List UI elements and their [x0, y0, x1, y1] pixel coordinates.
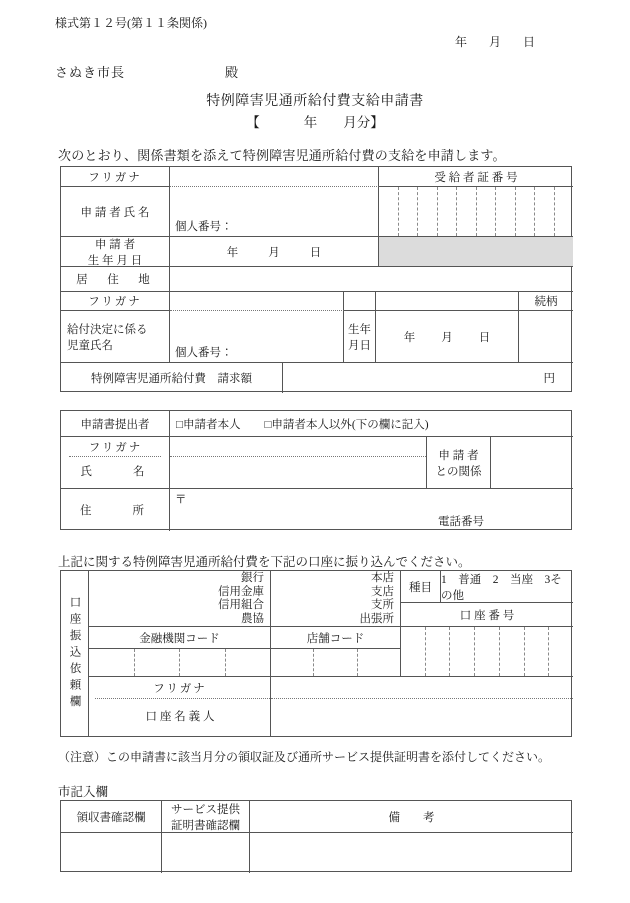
- account-holder-furigana-divider: [95, 698, 270, 699]
- subtitle-close-bracket: 】: [370, 115, 384, 130]
- branch-type-options: [360, 572, 395, 626]
- recipient-number-boxes[interactable]: [379, 187, 573, 237]
- residence-label: 居 住 地: [61, 267, 170, 292]
- submitter-relation-value[interactable]: [491, 437, 573, 489]
- institution-type-shinkin: 信用金庫: [218, 585, 264, 598]
- institution-type-options: [218, 572, 264, 626]
- branch-code-boxes[interactable]: [271, 649, 401, 677]
- account-holder-name-divider: [271, 698, 573, 699]
- child-name-label: 給付決定に係る 児童氏名: [61, 311, 170, 363]
- account-type-label: 種目: [401, 571, 441, 603]
- page-title: 特例障害児通所給付費支給申請書: [206, 94, 424, 109]
- account-number-cell[interactable]: [549, 627, 573, 676]
- account-type-options[interactable]: 1 普通 2 当座 3その他: [441, 571, 573, 603]
- submitter-address-label: 住 所: [61, 489, 170, 531]
- subtitle-year: 年: [303, 115, 318, 130]
- claim-amount-value[interactable]: [283, 363, 573, 393]
- account-number-segments[interactable]: [401, 627, 573, 676]
- submitter-table: [60, 410, 572, 530]
- claim-amount-label: 特例障害児通所給付費 請求額: [61, 363, 283, 393]
- bank-section-vertical-label: 口座振込依頼欄: [61, 571, 89, 736]
- account-number-label: 口 座 番 号: [401, 603, 573, 627]
- addressee-name: さぬき市長: [55, 65, 126, 80]
- recipient-number-cell[interactable]: [418, 187, 438, 236]
- submitter-address-value[interactable]: [170, 489, 573, 531]
- subtitle-open-bracket: 【: [246, 115, 260, 130]
- institution-code-boxes[interactable]: [89, 649, 271, 677]
- institution-code-segments[interactable]: [89, 649, 270, 676]
- recipient-number-cell[interactable]: [535, 187, 555, 236]
- addressee-line: [55, 62, 355, 81]
- institution-code-label: 金融機関コード: [89, 627, 271, 649]
- institution-type-bank: 銀行: [241, 572, 264, 584]
- subtitle-month: 月分: [343, 115, 371, 130]
- submitter-relation-label: 申 請 者 との関係: [427, 437, 491, 489]
- intro-text: 次のとおり、関係書類を添えて特例障害児通所給付費の支給を申請します。: [58, 148, 506, 163]
- header-date-day: 日: [523, 35, 536, 49]
- branch-code-cell[interactable]: [314, 649, 357, 676]
- account-holder-furigana-label: フリガナ: [153, 683, 207, 695]
- recipient-number-cell[interactable]: [457, 187, 477, 236]
- branch-type-branch: 支店: [371, 585, 394, 598]
- submitter-checkboxes: [170, 411, 573, 437]
- applicant-birthdate-value[interactable]: 年 月 日: [170, 237, 379, 267]
- relation-value[interactable]: [519, 311, 573, 363]
- city-section-table: [60, 800, 572, 872]
- branch-code-cell[interactable]: [271, 649, 314, 676]
- branch-type-field-office: 出張所: [359, 612, 394, 625]
- recipient-number-cell[interactable]: [399, 187, 419, 236]
- remarks-value[interactable]: [250, 833, 573, 873]
- applicant-table: [60, 166, 572, 392]
- submitter-name-value[interactable]: [170, 437, 427, 489]
- claim-amount-unit: 円: [543, 373, 555, 385]
- checkbox-other[interactable]: □申請者本人以外(下の欄に記入): [264, 418, 429, 431]
- applicant-name-value[interactable]: [170, 187, 379, 237]
- submitter-furigana-divider: [69, 456, 161, 457]
- residence-value[interactable]: [170, 267, 573, 292]
- applicant-birthdate-label: 申 請 者 生 年 月 日: [61, 237, 170, 267]
- addressee-honorific: 殿: [225, 65, 239, 80]
- submitter-furigana-label: フリガナ: [88, 442, 143, 454]
- branch-code-label: 店舗コード: [271, 627, 401, 649]
- note-text: （注意）この申請書に該当月分の領収証及び通所サービス提供証明書を添付してください。: [58, 750, 551, 764]
- header-date-year: 年: [455, 35, 468, 49]
- institution-type-shinkumi: 信用組合: [218, 599, 264, 611]
- institution-type-nokyo: 農協: [241, 612, 264, 625]
- account-number-boxes[interactable]: [401, 627, 573, 677]
- institution-code-cell[interactable]: [135, 649, 181, 676]
- institution-name-field[interactable]: [89, 571, 271, 627]
- institution-code-cell[interactable]: [180, 649, 226, 676]
- header-date-month: 月: [489, 35, 502, 49]
- applicant-name-label: 申 請 者 氏 名: [61, 187, 170, 237]
- recipient-number-label: 受 給 者 証 番 号: [379, 167, 573, 187]
- city-section-label: 市記入欄: [58, 785, 109, 799]
- account-number-cell[interactable]: [500, 627, 525, 676]
- child-furigana-label: フリガナ: [61, 292, 170, 311]
- applicant-furigana-label: フリガナ: [61, 167, 170, 187]
- relation-label: 続柄: [519, 292, 573, 311]
- account-holder-value[interactable]: [271, 677, 573, 736]
- account-number-cell[interactable]: [475, 627, 500, 676]
- child-birthdate-value[interactable]: 年 月 日: [376, 311, 519, 363]
- account-holder-name-label: 口 座 名 義 人: [145, 711, 215, 723]
- postal-mark-icon: 〒: [175, 494, 187, 506]
- branch-code-segments[interactable]: [271, 649, 400, 676]
- applicant-furigana-value[interactable]: [170, 167, 379, 187]
- account-number-cell[interactable]: [426, 627, 451, 676]
- receipt-check-column-label: 領収書確認欄: [61, 801, 162, 833]
- institution-code-cell[interactable]: [226, 649, 271, 676]
- phone-number-label: 電話番号: [438, 516, 484, 528]
- service-certificate-check-value[interactable]: [162, 833, 250, 873]
- child-furigana-value[interactable]: [170, 292, 344, 311]
- recipient-number-cell[interactable]: [555, 187, 574, 236]
- child-name-value[interactable]: [170, 311, 344, 363]
- recipient-number-cell[interactable]: [496, 187, 516, 236]
- account-number-cell[interactable]: [525, 627, 550, 676]
- submitter-name-label-group: [61, 437, 170, 489]
- receipt-check-value[interactable]: [61, 833, 162, 873]
- service-certificate-check-column-label: サービス提供 証明書確認欄: [162, 801, 250, 833]
- child-birthdate-label: 生年 月日: [344, 311, 376, 363]
- account-holder-label-group: [89, 677, 271, 736]
- recipient-number-cell[interactable]: [438, 187, 458, 236]
- remarks-column-label: 備 考: [250, 801, 573, 833]
- header-date-line: [455, 33, 535, 50]
- form-number: 様式第１２号(第１１条関係): [55, 16, 207, 30]
- recipient-number-segments[interactable]: [379, 187, 573, 236]
- institution-code-cell[interactable]: [89, 649, 135, 676]
- applicant-personal-number-label: 個人番号：: [175, 221, 233, 233]
- bank-transfer-table: [60, 570, 572, 737]
- branch-type-head-office: 本店: [371, 572, 394, 584]
- account-number-cell[interactable]: [450, 627, 475, 676]
- branch-name-field[interactable]: [271, 571, 401, 627]
- child-birth-value-spacer: [376, 292, 519, 311]
- recipient-number-cell[interactable]: [379, 187, 399, 236]
- branch-code-cell[interactable]: [358, 649, 400, 676]
- bank-section-lead-text: 上記に関する特例障害児通所給付費を下記の口座に振り込んでください。: [58, 555, 471, 569]
- account-number-cell[interactable]: [401, 627, 426, 676]
- child-birth-label-spacer: [344, 292, 376, 311]
- applicant-birthdate-shaded-cell: [379, 237, 573, 267]
- submitter-name-label: 氏 名: [80, 466, 151, 478]
- child-personal-number-label: 個人番号：: [175, 347, 233, 359]
- submitter-name-furigana-divider: [170, 456, 426, 457]
- submitter-label: 申請書提出者: [61, 411, 170, 437]
- branch-type-sub-branch: 支所: [371, 599, 394, 611]
- document-subtitle: [0, 111, 630, 131]
- recipient-number-cell[interactable]: [477, 187, 497, 236]
- recipient-number-cell[interactable]: [516, 187, 536, 236]
- checkbox-self[interactable]: □申請者本人: [176, 418, 241, 431]
